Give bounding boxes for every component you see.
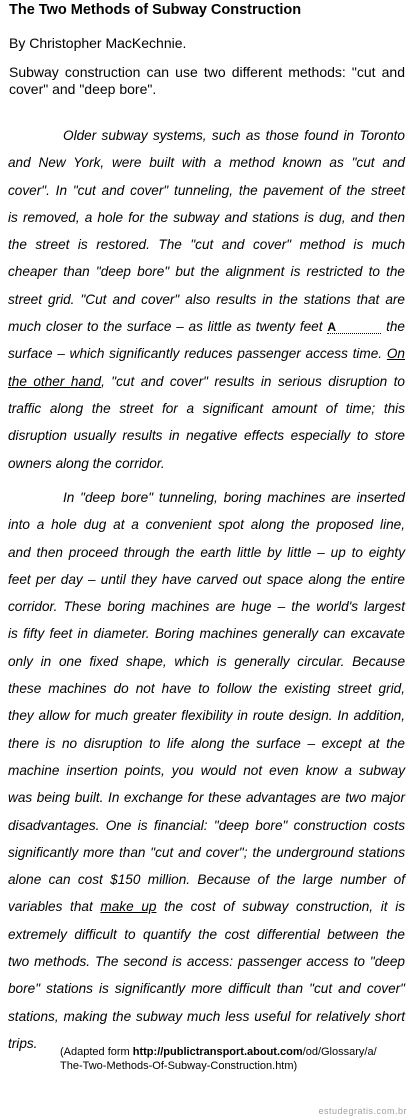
text-line	[8, 893, 405, 920]
source-path: /od/Glossary/a/	[302, 1046, 377, 1058]
text-line	[8, 340, 405, 367]
text-line: corridor. These boring machines are huge – the world's largest	[8, 599, 405, 615]
text-line: disadvantages. One is financial: "deep bore" construction costs	[8, 817, 405, 833]
underlined-phrase: make up	[100, 899, 157, 915]
article-title: The Two Methods of Subway Construction	[9, 2, 302, 18]
text-line: In "deep bore" tunneling, boring machines are inserted	[63, 490, 405, 505]
text-line	[8, 313, 405, 340]
text-line: cheaper than "deep bore" but the alignment is restricted to the	[8, 264, 405, 280]
text-line: into a hole dug at a convenient spot along the proposed line,	[8, 517, 405, 533]
text-fragment: the cost of subway construction, it is	[164, 899, 406, 915]
underlined-phrase: On	[386, 346, 405, 362]
text-line: cover". In "cut and cover" tunneling, the pavement of the street	[8, 182, 405, 198]
text-line: disruption usually results in negative effects especially to store	[8, 428, 405, 444]
watermark: estudegratis.com.br	[318, 1106, 407, 1116]
text-line: is removed, a hole for the subway and stations is dug, and then	[8, 209, 405, 225]
text-line: stations, making the subway much less useful for relatively short	[8, 1008, 405, 1024]
text-line: was being built. In exchange for these advantages are two major	[8, 790, 405, 806]
text-line: bore" stations is significantly more difficult than "cut and cover"	[8, 981, 405, 997]
text-line: two methods. The second is access: passenger access to "deep	[8, 954, 405, 970]
text-line: there is no disruption to life along the surface – except at the	[8, 735, 405, 751]
paragraph-deep-bore	[8, 484, 405, 1057]
paragraph-cut-and-cover	[8, 122, 405, 477]
text-line: owners along the corridor.	[8, 455, 165, 471]
source-path-line2: The-Two-Methods-Of-Subway-Construction.htm)	[60, 1060, 298, 1072]
source-citation	[60, 1045, 400, 1073]
text-fragment: , "cut and cover" results in serious disruption to	[101, 373, 405, 389]
text-line: Older subway systems, such as those found in Toronto	[63, 128, 405, 143]
text-line: the street is restored. The "cut and cover" method is much	[8, 237, 405, 253]
source-link: http://publictransport.about.com	[132, 1046, 303, 1058]
underlined-phrase: the other hand	[8, 373, 102, 389]
text-line: they allow for much greater flexibility in route design. In addition,	[8, 708, 405, 724]
text-fragment: much closer to the surface – as little as twenty feet	[8, 319, 323, 335]
text-line: is fifty feet in diameter. Boring machines generally can excavate	[8, 626, 405, 642]
text-line: street grid. "Cut and cover" also results in the stations that are	[8, 291, 405, 307]
text-line: trips.	[8, 1035, 38, 1051]
text-line: feet per day – until they have carved out space along the entire	[8, 571, 405, 587]
text-fragment: surface – which significantly reduces passenger access time.	[8, 346, 383, 362]
text-line: machine insertion points, you would not even know a subway	[8, 762, 405, 778]
text-line: extremely difficult to quantify the cost differential between the	[8, 926, 405, 942]
text-fragment: the	[386, 319, 405, 335]
text-line	[8, 368, 405, 395]
blank-a-marker: A	[327, 321, 381, 334]
text-line: only in one fixed shape, which is generally circular. Because	[8, 653, 405, 669]
text-line: alone can cost $150 million. Because of the large number of	[8, 872, 405, 888]
text-line: these machines do not have to follow the existing street grid,	[8, 681, 405, 697]
text-line: and then proceed through the earth little by little – up to eighty	[8, 544, 405, 560]
intro-text: Subway construction can use two different methods: "cut and cover" and "deep bore".	[9, 64, 405, 97]
text-line: and New York, were built with a method known as "cut and	[8, 155, 405, 171]
text-line: traffic along the street for a significant amount of time; this	[8, 400, 405, 416]
citation-prefix: (Adapted form	[60, 1046, 133, 1058]
text-fragment: variables that	[8, 899, 93, 915]
author-byline: By Christopher MacKechnie.	[9, 35, 187, 51]
text-line: significantly more than "cut and cover"; the underground stations	[8, 844, 405, 860]
